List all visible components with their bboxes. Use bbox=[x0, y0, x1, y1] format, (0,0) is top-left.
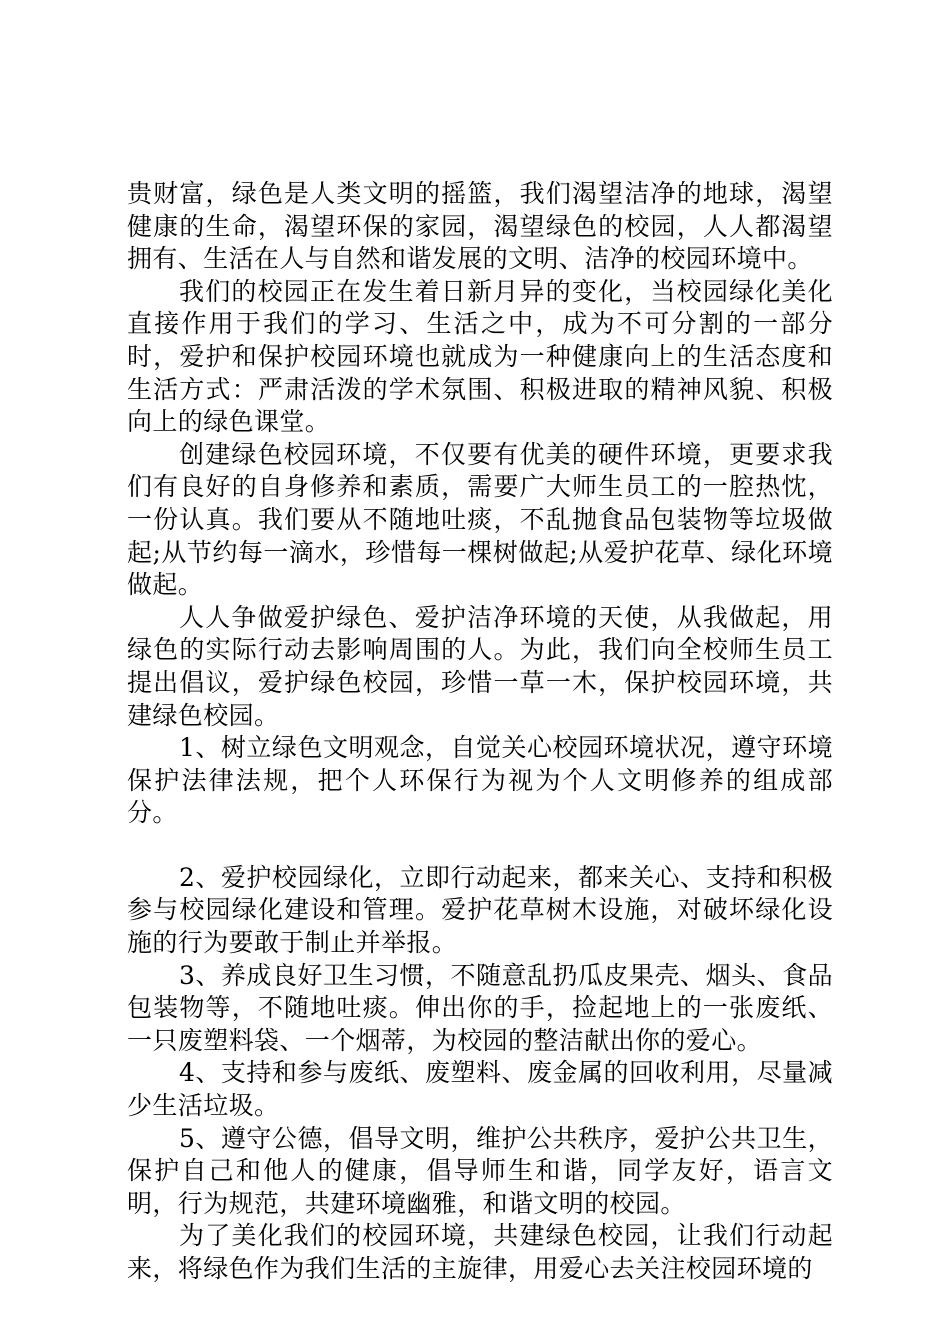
list-item-3: 3、养成良好卫生习惯，不随意乱扔瓜皮果壳、烟头、食品包装物等，不随地吐痰。伸出你的手，捡起地上的一张废纸、一只废塑料袋、一个烟蒂，为校园的整洁献出你的爱心。 bbox=[127, 960, 833, 1055]
paragraph-proposal: 人人争做爱护绿色、爱护洁净环境的天使，从我做起，用绿色的实际行动去影响周围的人。为此，我们向全校师生员工提出倡议，爱护绿色校园，珍惜一草一木，保护校园环境，共建绿色校园。 bbox=[127, 602, 833, 730]
list-item-1: 1、树立绿色文明观念，自觉关心校园环境状况，遵守环境保护法律法规，把个人环保行为视为个人文明修养的组成部分。 bbox=[127, 733, 833, 828]
list-item-4: 4、支持和参与废纸、废塑料、废金属的回收利用，尽量减少生活垃圾。 bbox=[127, 1058, 833, 1121]
paragraph-closing: 为了美化我们的校园环境，共建绿色校园，让我们行动起来，将绿色作为我们生活的主旋律，用爱心去关注校园环境的 bbox=[127, 1221, 833, 1283]
list-item-5: 5、遵守公德，倡导文明，维护公共秩序，爱护公共卫生，保护自己和他人的健康，倡导师生和谐，同学友好，语言文明，行为规范，共建环境幽雅，和谐文明的校园。 bbox=[127, 1123, 833, 1218]
paragraph-campus-changes: 我们的校园正在发生着日新月异的变化，当校园绿化美化直接作用于我们的学习、生活之中，成为不可分割的一部分时，爱护和保护校园环境也就成为一种健康向上的生活态度和生活方式：严肃活泼的学术氛围、积极进取的精神风貌、积极向上的绿色课堂。 bbox=[127, 276, 833, 437]
paragraph-continuation: 贵财富，绿色是人类文明的摇篮，我们渴望洁净的地球，渴望健康的生命，渴望环保的家园，渴望绿色的校园，人人都渴望拥有、生活在人与自然和谐发展的文明、洁净的校园环境中。 bbox=[127, 179, 833, 274]
list-item-2: 2、爱护校园绿化，立即行动起来，都来关心、支持和积极参与校园绿化建设和管理。爱护花草树木设施，对破坏绿化设施的行为要敢于制止并举报。 bbox=[127, 862, 833, 958]
blank-line bbox=[127, 830, 833, 862]
paragraph-green-campus: 创建绿色校园环境，不仅要有优美的硬件环境，更要求我们有良好的自身修养和素质，需要广大师生员工的一腔热忱，一份认真。我们要从不随地吐痰，不乱抛食品包装物等垃圾做起;从节约每一滴水，珍惜每一棵树做起;从爱护花草、绿化环境做起。 bbox=[127, 439, 833, 600]
document-body bbox=[127, 178, 833, 1286]
